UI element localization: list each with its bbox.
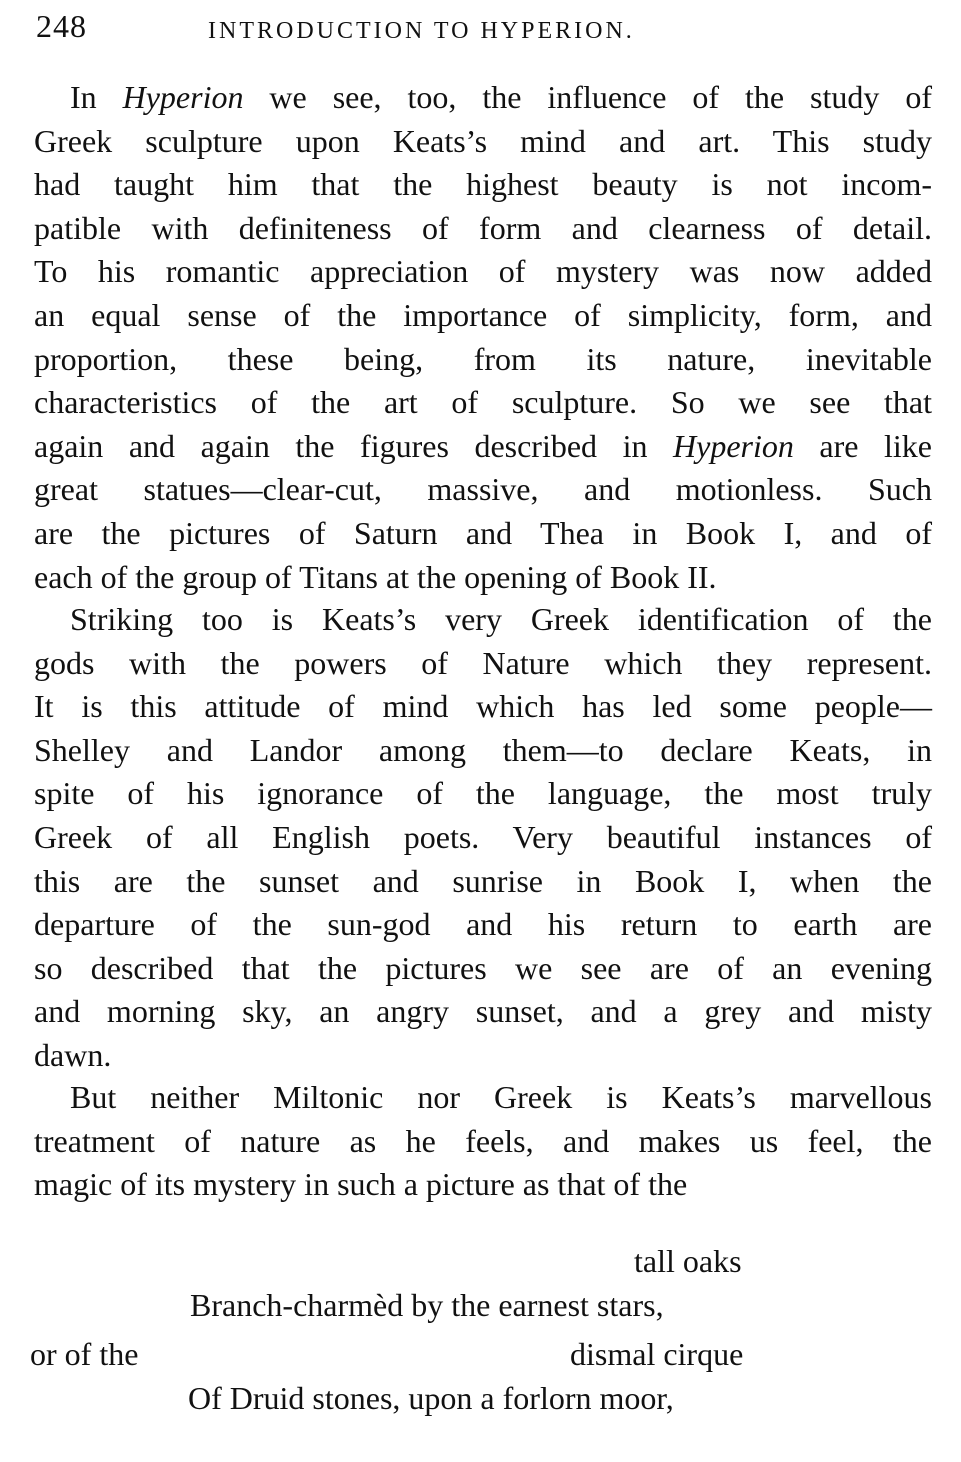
text-line: dawn. <box>34 1036 112 1073</box>
text-line: this are the sunset and sunrise in Book I, when the <box>34 862 932 899</box>
paragraph-2 <box>34 598 932 1078</box>
text-line: each of the group of Titans at the opening of Book II. <box>34 558 717 595</box>
text-line: But neither Miltonic nor Greek is Keats’s marvellous <box>70 1079 932 1115</box>
page-header <box>36 8 936 48</box>
text-line: an equal sense of the importance of simplicity, form, and <box>34 296 932 333</box>
running-head: INTRODUCTION TO HYPERION. <box>208 18 635 44</box>
text-line: had taught him that the highest beauty is not incom- <box>34 166 932 203</box>
paragraph-3 <box>34 1076 932 1207</box>
text-line: To his romantic appreciation of mystery was now added <box>34 253 932 290</box>
text-line: It is this attitude of mind which has led some people— <box>34 688 932 725</box>
text-line: spite of his ignorance of the language, the most truly <box>34 775 932 812</box>
text-line: proportion, these being, from its nature, inevitable <box>34 340 932 377</box>
verse-lead-text: or of the <box>30 1336 139 1372</box>
paragraph-1 <box>34 76 932 599</box>
text-line: Striking too is Keats’s very Greek identification of the <box>70 601 932 637</box>
text-line: departure of the sun-god and his return to earth are <box>34 906 932 943</box>
text-line: Greek sculpture upon Keats’s mind and art. This study <box>34 122 932 159</box>
text-line: again and again the figures described in Hyperion are like <box>34 427 933 464</box>
verse-line: dismal cirque <box>570 1336 744 1372</box>
text-line: In Hyperion we see, too, the influence of the study of <box>70 79 932 115</box>
text-line: gods with the powers of Nature which they represent. <box>34 644 932 681</box>
page-number: 248 <box>36 8 87 44</box>
text-line: so described that the pictures we see are of an evening <box>34 949 932 986</box>
text-line: and morning sky, an angry sunset, and a grey and misty <box>34 993 932 1030</box>
verse-line: Branch-charmèd by the earnest stars, <box>190 1287 664 1323</box>
text-line: characteristics of the art of sculpture. So we see that <box>34 384 932 421</box>
text-line: treatment of nature as he feels, and makes us feel, the <box>34 1122 932 1159</box>
text-line: great statues—clear-cut, massive, and motionless. Such <box>34 471 932 508</box>
text-line: Shelley and Landor among them—to declare Keats, in <box>34 731 932 768</box>
text-line: Greek of all English poets. Very beautiful instances of <box>34 818 932 855</box>
verse-line: Of Druid stones, upon a forlorn moor, <box>188 1380 674 1416</box>
text-line: magic of its mystery in such a picture as that of the <box>34 1166 688 1203</box>
text-line: patible with definiteness of form and clearness of detail. <box>34 209 932 246</box>
text-line: are the pictures of Saturn and Thea in Book I, and of <box>34 514 932 551</box>
verse-line: tall oaks <box>634 1243 742 1279</box>
